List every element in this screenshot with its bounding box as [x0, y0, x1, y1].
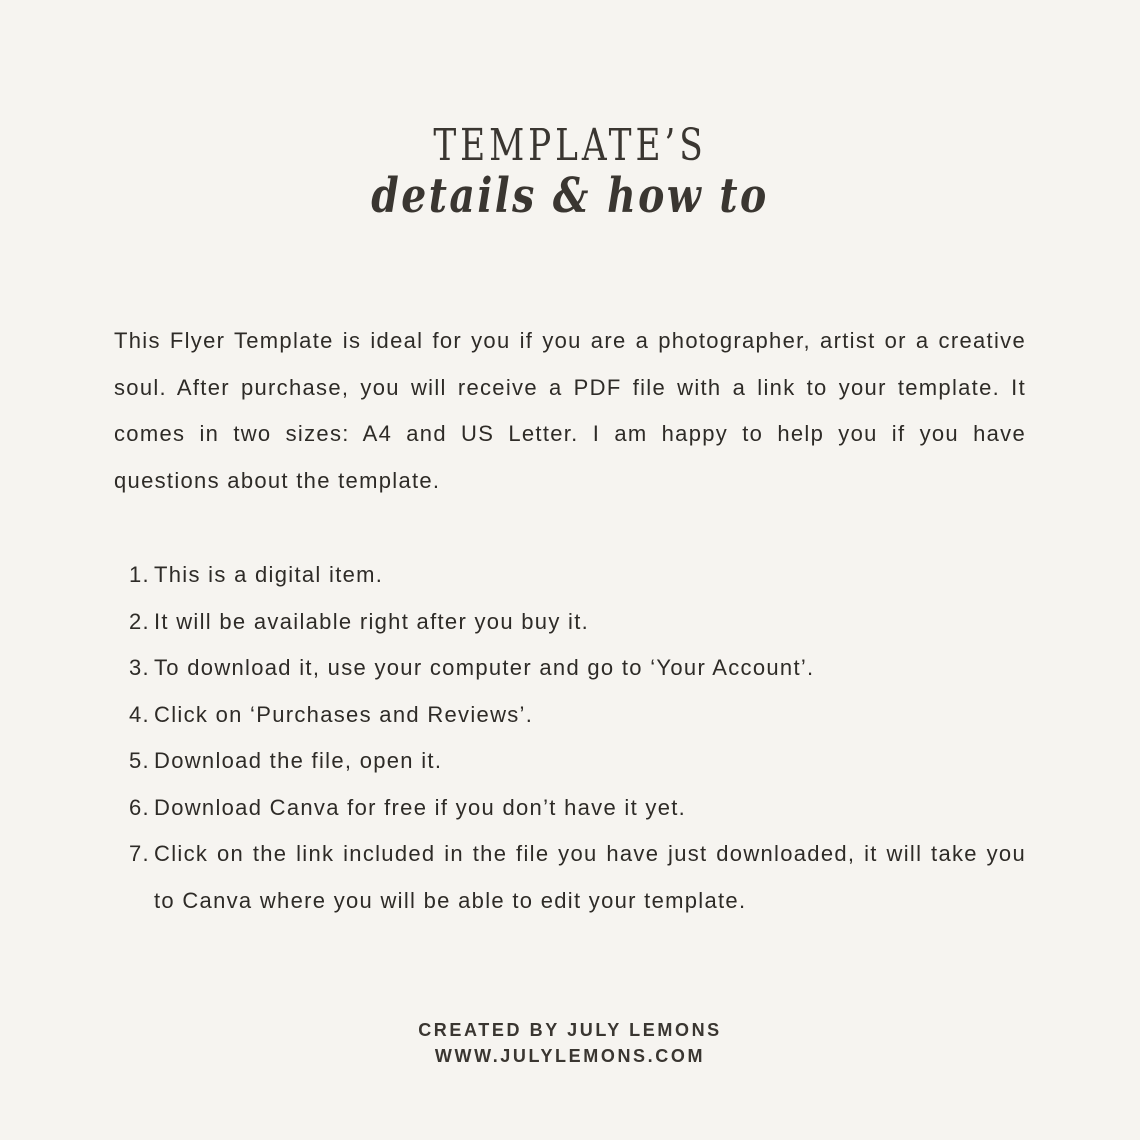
intro-paragraph: This Flyer Template is ideal for you if you are a photographer, artist or a creative soul. After purchase, you will receive a PDF file with a link to your template. It comes in two sizes: A4 and US Letter. I am happy to help you if you have questions about the template. [114, 328, 1026, 493]
list-item [114, 599, 1026, 646]
list-item [114, 692, 1026, 739]
page-subtitle: details & how to [371, 168, 769, 224]
step-text: Download the file, open it. [154, 748, 443, 773]
step-number: 5. [129, 748, 150, 773]
step-number: 3. [129, 655, 150, 680]
list-item [114, 645, 1026, 692]
steps-list [114, 552, 1026, 924]
footer-website: WWW.JULYLEMONS.COM [434, 1046, 706, 1066]
step-text: Click on the link included in the file you have just downloaded, it will take you to Canva where you will be able to edit your template. [154, 841, 1026, 913]
step-number: 4. [129, 701, 150, 727]
step-number: 2. [129, 608, 150, 634]
page-title: TEMPLATE’S [433, 120, 707, 171]
list-item [114, 738, 1026, 785]
step-number: 7. [129, 841, 150, 866]
step-text: To download it, use your computer and go to ‘Your Account’. [154, 655, 815, 680]
step-number: 6. [129, 794, 150, 820]
step-text: Click on ‘Purchases and Reviews’. [154, 701, 534, 727]
list-item [114, 831, 1026, 924]
step-text: This is a digital item. [154, 562, 384, 587]
footer-credit: CREATED BY JULY LEMONS [418, 1020, 722, 1040]
step-text: It will be available right after you buy it. [154, 608, 590, 634]
step-text: Download Canva for free if you don’t have it yet. [154, 794, 687, 820]
step-number: 1. [129, 562, 150, 587]
list-item [114, 552, 1026, 599]
list-item [114, 785, 1026, 832]
